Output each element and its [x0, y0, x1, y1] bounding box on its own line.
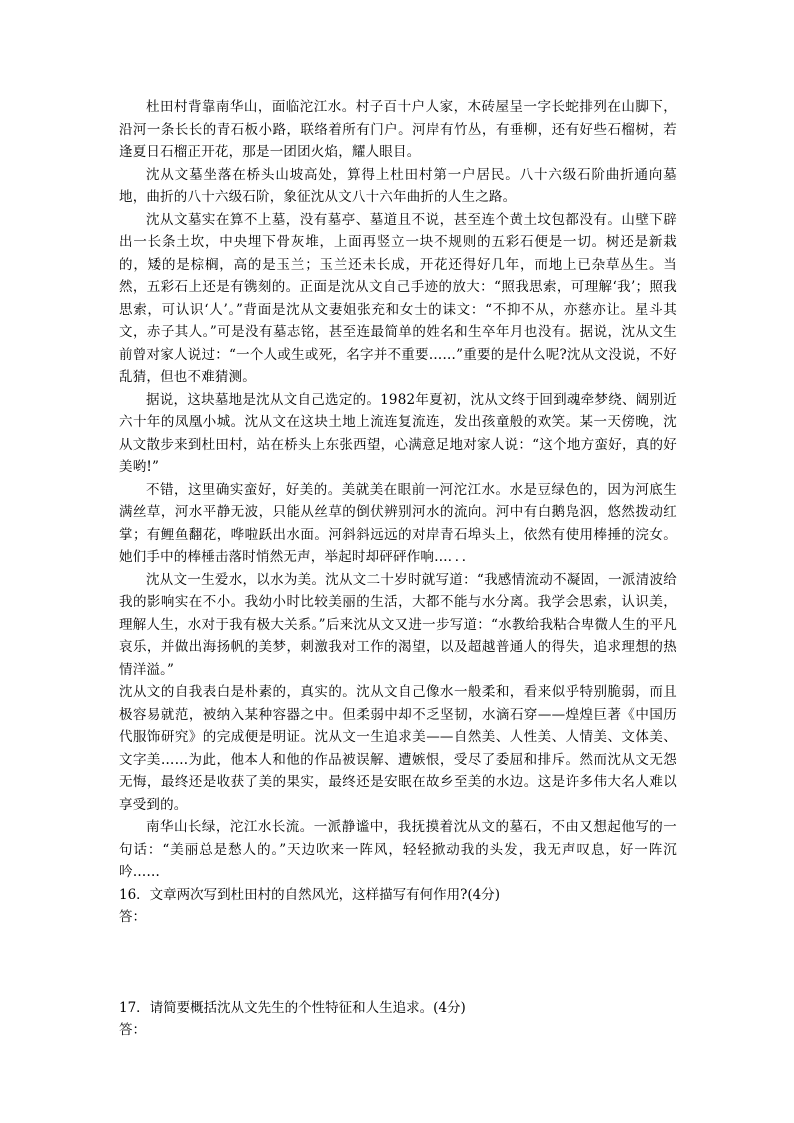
paragraph-character: 沈从文的自我表白是朴素的，真实的。沈从文自己像水一般柔和，看来似乎特别脆弱，而且极容易就范，被纳入某种容器之中。但柔弱中却不乏坚韧，水滴石穿——煌煌巨著《中国历代服饰研究》的完成便是明证。沈从文一生追求美——自然美、人性美、人情美、文体美、文字美……为此，他本人和他的作品被误解、遭嫉恨，受尽了委屈和排斥。然而沈从文无怨无悔，最终还是收获了美的果实，最终还是安眠在故乡至美的水边。这是许多伟大名人难以享受到的。 [119, 684, 677, 813]
answer-label-17: 答： [119, 1022, 146, 1038]
article-body [119, 96, 677, 1042]
paragraph-village: 杜田村背靠南华山，面临沱江水。村子百十户人家，木砖屋呈一字长蛇排列在山脚下，沿河一条长长的青石板小路，联络着所有门户。河岸有竹丛，有垂柳，还有好些石榴树，若逢夏日石榴正开花，那是一团团火焰，耀人眼目。 [119, 99, 677, 160]
question-17: 17．请简要概括沈从文先生的个性特征和人生追求。(4分) [119, 999, 466, 1016]
paragraph-tomb-choice: 据说，这块墓地是沈从文自己选定的。1982年夏初，沈从文终于回到魂牵梦绕、阔别近六十年的凤凰小城。沈从文在这块土地上流连复流连，发出孩童般的欢笑。某一天傍晚，沈从文散步来到杜田村，站在桥头上东张西望，心满意足地对家人说：“这个地方蛮好，真的好美哟!” [119, 391, 677, 475]
paragraph-river-scene: 不错，这里确实蛮好，好美的。美就美在眼前一河沱江水。水是豆绿色的，因为河底生满丝草，河水平静无波，只能从丝草的倒伏辨别河水的流向。河中有白鹅凫泅，悠然拨动红掌；有鲤鱼翻花，哗啦跃出水面。河斜斜远远的对岸青石埠头上，依然有使用棒捶的浣女。她们手中的棒棰击落时悄然无声，举起时却砰砰作响…．．． [119, 481, 677, 565]
paragraph-tomb-location: 沈从文墓坐落在桥头山坡高处，算得上杜田村第一户居民。八十六级石阶曲折通向墓地，曲折的八十六级石阶，象征沈从文八十六年曲折的人生之路。 [119, 166, 677, 205]
paragraph-love-of-water: 沈从文一生爱水，以水为美。沈从文二十岁时就写道：“我感情流动不凝固，一派清波给我的影响实在不小。我幼小时比较美丽的生活，大都不能与水分离。我学会思索，认识美，理解人生，水对于我有极大关系。”后来沈从文又进一步写道：“水教给我粘合卑微人生的平凡哀乐，并做出海扬帆的美梦，刺激我对工作的渴望，以及超越普通人的得失，追求理想的热情洋溢。” [119, 571, 677, 678]
paragraph-ending: 南华山长绿，沱江水长流。一派静谧中，我抚摸着沈从文的墓石，不由又想起他写的一句话：“美丽总是愁人的。”天边吹来一阵风，轻轻掀动我的头发，我无声叹息，好一阵沉吟…… [119, 819, 677, 880]
question-16: 16．文章两次写到杜田村的自然风光，这样描写有何作用?(4分) [119, 886, 501, 903]
paragraph-tomb-description: 沈从文墓实在算不上墓，没有墓亭、墓道且不说，甚至连个黄土坟包都没有。山壁下辟出一长条土坎，中央埋下骨灰堆，上面再竖立一块不规则的五彩石便是一切。树还是新栽的，矮的是棕榈，高的是玉兰；玉兰还未长成，开花还得好几年，而地上已杂草丛生。当然，五彩石上还是有镌刻的。正面是沈从文自己手迹的放大：“照我思索，可理解‘我’；照我思索，可认识‘人’。”背面是沈从文妻姐张充和女士的诔文：“不抑不从，亦慈亦让。星斗其文，赤子其人。”可是没有墓志铭，甚至连最简单的姓名和生卒年月也没有。据说，沈从文生前曾对家人说过：“一个人或生或死，名字并不重要……”重要的是什么呢?沈从文没说，不好乱猜，但也不难猜测。 [119, 211, 677, 385]
answer-space-16[interactable] [119, 929, 677, 997]
answer-label-16: 答： [119, 909, 146, 925]
